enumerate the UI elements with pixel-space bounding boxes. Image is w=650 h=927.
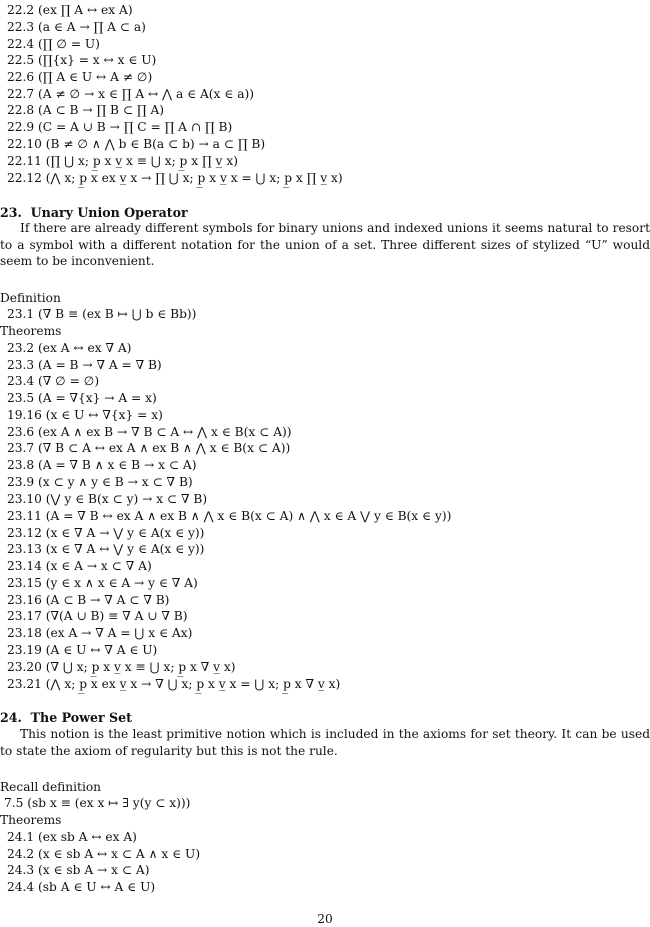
theorems-label: Theorems [0,813,62,827]
theorem-line: 23.20 (∇ ⋃ x; p̲ x v̲ x ≡ ⋃ x; p̲ x ∇ v̲ x) [7,660,236,674]
theorem-line: 23.7 (∇ B ⊂ A ↔ ex A ∧ ex B ∧ ⋀ x ∈ B(x ⊂ A)) [7,441,291,455]
theorem-line: 23.4 (∇ ∅ = ∅) [7,374,100,388]
theorem-line: 22.8 (A ⊂ B → ∏ B ⊂ ∏ A) [7,103,165,117]
theorem-line: 22.9 (C = A ∪ B → ∏ C = ∏ A ∩ ∏ B) [7,120,233,134]
theorem-line: 23.16 (A ⊂ B → ∇ A ⊂ ∇ B) [7,593,170,607]
theorem-line: 22.12 (⋀ x; p̲ x ex v̲ x → ∏ ⋃ x; p̲ x v̲ x = ⋃ x; p̲ x ∏ v̲ x) [7,171,343,185]
theorem-line: 23.13 (x ∈ ∇ A ↔ ⋁ y ∈ A(x ∈ y)) [7,542,205,556]
theorem-line: 23.21 (⋀ x; p̲ x ex v̲ x → ∇ ⋃ x; p̲ x v̲ x = ⋃ x; p̲ x ∇ v̲ x) [7,677,341,691]
theorem-line: 22.7 (A ≠ ∅ → x ∈ ∏ A ↔ ⋀ a ∈ A(x ∈ a)) [7,87,254,101]
theorem-line: 23.10 (⋁ y ∈ B(x ⊂ y) → x ⊂ ∇ B) [7,492,208,506]
theorem-line: 23.18 (ex A → ∇ A = ⋃ x ∈ Ax) [7,626,193,640]
theorem-line: 22.4 (∏ ∅ = U) [7,37,100,51]
definition-label: Definition [0,291,61,305]
theorem-line: 24.3 (x ∈ sb A → x ⊂ A) [7,863,150,877]
theorem-line: 22.10 (B ≠ ∅ ∧ ⋀ b ∈ B(a ⊂ b) → a ⊂ ∏ B) [7,137,266,151]
section-paragraph [0,726,650,759]
definition-line: 23.1 (∇ B ≡ (ex B ↦ ⋃ b ∈ Bb)) [7,307,197,321]
section-heading: 24. The Power Set [0,710,132,725]
theorem-line: 22.11 (∏ ⋃ x; p̲ x v̲ x ≡ ⋃ x; p̲ x ∏ v̲ x) [7,154,238,168]
theorem-line: 23.2 (ex A ↔ ex ∇ A) [7,341,132,355]
theorem-line: 23.15 (y ∈ x ∧ x ∈ A → y ∈ ∇ A) [7,576,198,590]
page-number: 20 [317,912,333,926]
theorem-line: 23.11 (A = ∇ B ↔ ex A ∧ ex B ∧ ⋀ x ∈ B(x ⊂ A) ∧ ⋀ x ∈ A ⋁ y ∈ B(x ∈ y)) [7,509,452,523]
paragraph-text: If there are already different symbols for binary unions and indexed unions it seems natural to resort to a symbol with a different notation for the union of a set. Three different sizes of stylized “U” would seem to be inconvenient. [0,221,650,269]
theorem-line: 22.6 (∏ A ∈ U ↔ A ≠ ∅) [7,70,153,84]
theorem-line: 23.17 (∇(A ∪ B) ≡ ∇ A ∪ ∇ B) [7,609,188,623]
theorem-line: 22.5 (∏{x} = x ↔ x ∈ U) [7,53,157,67]
theorem-line: 24.2 (x ∈ sb A ↔ x ⊂ A ∧ x ∈ U) [7,847,201,861]
theorem-line: 24.1 (ex sb A ↔ ex A) [7,830,137,844]
theorems-label: Theorems [0,324,62,338]
theorem-line: 23.8 (A = ∇ B ∧ x ∈ B → x ⊂ A) [7,458,197,472]
recall-label: Recall definition [0,780,102,794]
section-heading: 23. Unary Union Operator [0,205,188,220]
theorem-line: 24.4 (sb A ∈ U ↔ A ∈ U) [7,880,156,894]
theorem-line: 23.3 (A = B → ∇ A = ∇ B) [7,358,162,372]
section-paragraph [0,220,650,270]
theorem-line: 19.16 (x ∈ U ↔ ∇{x} = x) [7,408,163,422]
theorem-line: 23.19 (A ∈ U ↔ ∇ A ∈ U) [7,643,158,657]
paragraph-text: This notion is the least primitive notion which is included in the axioms for set theory. It can be used to state the axiom of regularity but this is not the rule. [0,727,650,758]
theorem-line: 23.14 (x ∈ A → x ⊂ ∇ A) [7,559,152,573]
theorem-line: 23.9 (x ⊂ y ∧ y ∈ B → x ⊂ ∇ B) [7,475,193,489]
theorem-line: 22.2 (ex ∏ A ↔ ex A) [7,3,133,17]
definition-line: 7.5 (sb x ≡ (ex x ↦ ∃ y(y ⊂ x))) [4,796,191,810]
theorem-line: 22.3 (a ∈ A → ∏ A ⊂ a) [7,20,146,34]
theorem-line: 23.6 (ex A ∧ ex B → ∇ B ⊂ A ↔ ⋀ x ∈ B(x ⊂ A)) [7,425,292,439]
theorem-line: 23.12 (x ∈ ∇ A → ⋁ y ∈ A(x ∈ y)) [7,526,205,540]
theorem-line: 23.5 (A = ∇{x} → A = x) [7,391,157,405]
